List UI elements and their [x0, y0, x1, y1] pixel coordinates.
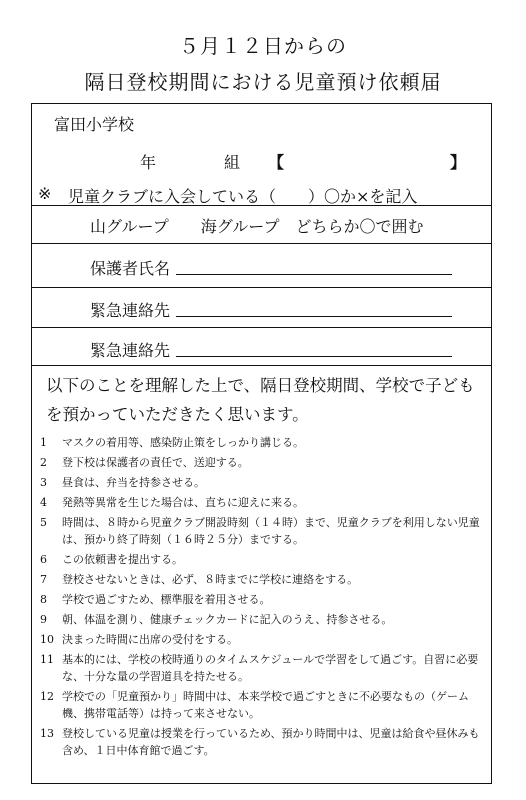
- bracket-open: 【: [268, 153, 285, 172]
- class-label: 組: [224, 153, 241, 172]
- emergency-contact-2-section: [32, 328, 491, 366]
- condition-item: [40, 651, 486, 685]
- emergency-contact-1-label: 緊急連絡先: [90, 301, 171, 320]
- condition-item: [40, 514, 486, 548]
- school-info-section: [32, 104, 491, 206]
- condition-item: [40, 434, 486, 451]
- guardian-label: 保護者氏名: [90, 259, 171, 278]
- condition-text: この依頼書を提出する。: [62, 553, 183, 566]
- condition-number: 6: [40, 553, 47, 566]
- emergency-contact-1-section: [32, 288, 491, 328]
- club-note-mark: ※: [38, 184, 52, 203]
- condition-number: 1: [40, 436, 47, 449]
- guardian-name-field[interactable]: [176, 256, 452, 275]
- condition-number: 4: [40, 496, 47, 509]
- document-title-line2: 隔日登校期間における児童預け依頼届: [84, 70, 442, 94]
- condition-number: 5: [40, 516, 47, 529]
- condition-item: [40, 725, 486, 759]
- condition-text: 発熱等異常を生じた場合は、直ちに迎えに来る。: [62, 496, 304, 509]
- condition-number: 8: [40, 593, 47, 606]
- condition-number: 12: [40, 690, 54, 703]
- name-entry-field[interactable]: [288, 148, 448, 170]
- condition-number: 11: [40, 653, 54, 666]
- group-section: [32, 206, 491, 244]
- condition-number: 2: [40, 456, 47, 469]
- condition-text: 学校での「児童預かり」時間中は、本来学校で過ごすときに不必要なもの（ゲーム機、携帯電話等）は持って来させない。: [62, 690, 469, 720]
- condition-number: 3: [40, 476, 47, 489]
- document-title-line1: ５月１２日からの: [179, 34, 347, 58]
- condition-number: 9: [40, 613, 47, 626]
- intro-line-2: を預かっていただきたく思います。: [46, 405, 309, 424]
- emergency-contact-1-field[interactable]: [176, 298, 452, 317]
- condition-number: 7: [40, 573, 47, 586]
- school-name: 富田小学校: [54, 115, 135, 134]
- intro-line-1: 以下のことを理解した上で、隔日登校期間、学校で子ども: [46, 376, 475, 395]
- condition-item: [40, 474, 486, 491]
- condition-item: [40, 454, 486, 471]
- condition-number: 10: [40, 633, 54, 646]
- condition-text: 昼食は、弁当を持参させる。: [62, 476, 205, 489]
- condition-item: [40, 611, 486, 628]
- condition-text: マスクの着用等、感染防止策をしっかり講じる。: [62, 436, 304, 449]
- emergency-contact-2-label: 緊急連絡先: [90, 341, 171, 360]
- grade-label: 年: [140, 153, 157, 172]
- request-form: [31, 103, 492, 784]
- condition-text: 基本的には、学校の校時通りのタイムスケジュールで学習をして過ごす。自習に必要な、十分な量の学習道具を持たせる。: [62, 653, 479, 683]
- condition-text: 朝、体温を測り、健康チェックカードに記入のうえ、持参させる。: [62, 613, 393, 626]
- condition-item: [40, 591, 486, 608]
- group-choice-field[interactable]: 山グループ 海グループ どちらか〇で囲む: [90, 217, 424, 236]
- condition-text: 登校させないときは、必ず、８時までに学校に連絡をする。: [62, 573, 359, 586]
- guardian-section: [32, 244, 491, 288]
- condition-item: [40, 551, 486, 568]
- club-membership-field[interactable]: 児童クラブに入会している（ ）〇か×を記入: [68, 187, 418, 206]
- condition-number: 13: [40, 727, 54, 740]
- bracket-close: 】: [450, 153, 467, 172]
- condition-item: [40, 688, 486, 722]
- condition-item: [40, 494, 486, 511]
- condition-text: 登校している児童は授業を行っているため、預かり時間中は、児童は給食や昼休みも含め、１日中体育館で過ごす。: [62, 727, 480, 757]
- condition-item: [40, 631, 486, 648]
- condition-text: 学校で過ごすため、標準服を着用させる。: [62, 593, 271, 606]
- conditions-list: [40, 434, 486, 762]
- emergency-contact-2-field[interactable]: [176, 338, 452, 357]
- condition-text: 登下校は保護者の責任で、送迎する。: [62, 456, 249, 469]
- condition-text: 決まった時間に出席の受付をする。: [62, 633, 238, 646]
- condition-text: 時間は、８時から児童クラブ開設時刻（１４時）まで、児童クラブを利用しない児童は、預かり終了時刻（１６時２５分）までする。: [62, 516, 480, 546]
- condition-item: [40, 571, 486, 588]
